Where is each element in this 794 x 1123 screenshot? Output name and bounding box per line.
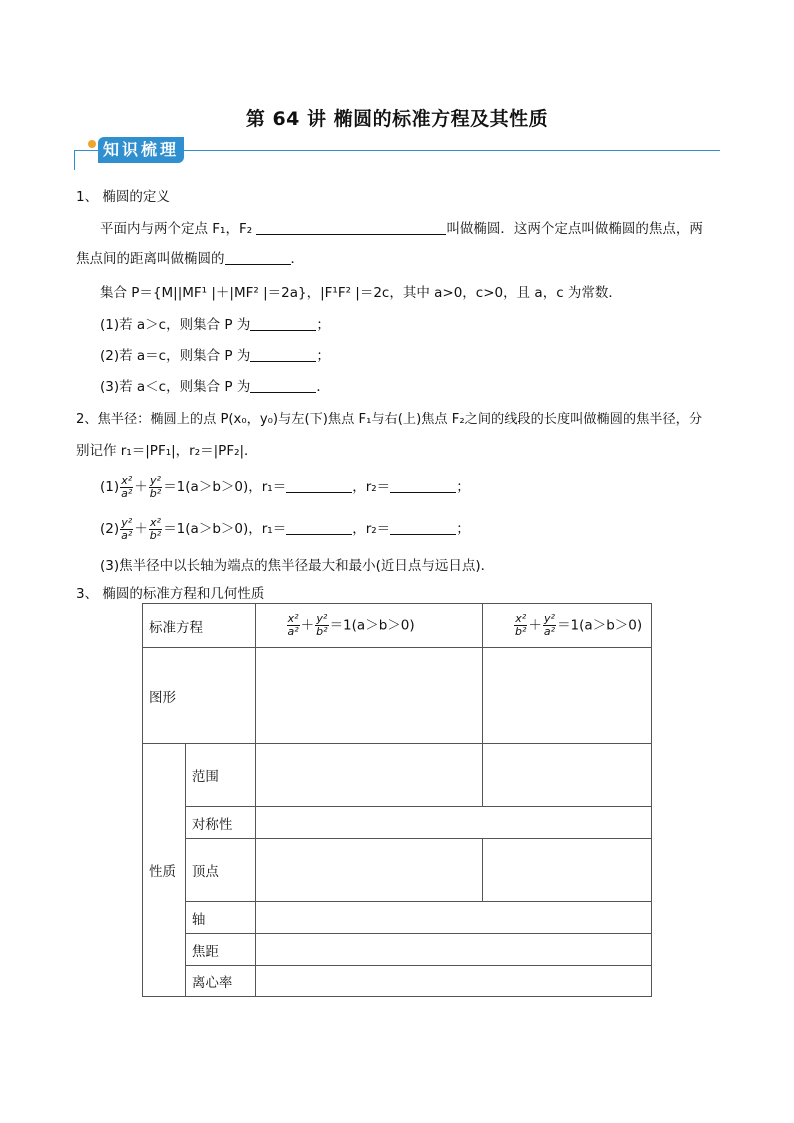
figure-cell-a[interactable]	[255, 648, 483, 744]
figure-label-cell: 图形	[143, 648, 256, 744]
fraction	[149, 475, 162, 500]
numerator: x²	[287, 612, 299, 625]
answer-blank[interactable]	[250, 378, 316, 393]
plus-sign: ＋	[528, 617, 542, 634]
eq-tail: ＝1(a＞b＞0)	[557, 617, 643, 634]
definition-text-b: 叫做椭圆．这两个定点叫做椭圆的焦点，两	[446, 221, 703, 237]
page-title: 第 64 讲 椭圆的标准方程及其性质	[245, 108, 549, 130]
answer-blank[interactable]	[286, 520, 352, 535]
definition-text-a: 平面内与两个定点 F₁，F₂	[100, 221, 257, 237]
vertex-cell-a[interactable]	[255, 839, 483, 902]
figure-cell-b[interactable]	[483, 648, 652, 744]
denominator: a²	[287, 625, 299, 638]
answer-blank[interactable]	[225, 250, 291, 265]
denominator: a²	[121, 486, 133, 500]
fraction	[120, 517, 133, 542]
symmetry-label-cell: 对称性	[185, 807, 255, 839]
table-row	[143, 966, 652, 997]
table-row	[143, 807, 652, 839]
table-row	[143, 839, 652, 902]
axis-cell[interactable]	[255, 902, 652, 934]
answer-blank[interactable]	[390, 520, 456, 535]
eccentricity-cell[interactable]	[255, 966, 652, 997]
fraction	[543, 613, 556, 638]
section-banner: 知识梳理	[98, 137, 184, 163]
numerator: y²	[121, 515, 133, 529]
definition-line2	[76, 250, 304, 268]
plus-sign: ＋	[134, 521, 148, 537]
denominator: b²	[316, 625, 328, 638]
range-cell-a[interactable]	[255, 744, 483, 807]
properties-label-cell: 性质	[143, 744, 186, 997]
eq-tail: ＝1(a＞b＞0)，r₁＝	[163, 479, 287, 495]
case-text: (3)若 a＜c，则集合 P 为	[100, 379, 251, 395]
fraction	[514, 613, 527, 638]
denominator: b²	[149, 486, 162, 500]
numerator: x²	[515, 612, 527, 625]
case-item-3	[100, 378, 330, 396]
case-item-2	[100, 347, 330, 365]
table-row	[143, 648, 652, 744]
vertex-cell-b[interactable]	[483, 839, 652, 902]
header-cell: 标准方程	[143, 604, 256, 648]
numerator: y²	[544, 612, 555, 625]
answer-blank[interactable]	[256, 220, 446, 235]
denominator: a²	[121, 528, 133, 542]
focal-distance-label-cell: 焦距	[185, 934, 255, 966]
answer-blank[interactable]	[286, 478, 352, 493]
banner-tick	[74, 150, 75, 170]
eq-prefix: (2)	[100, 521, 120, 537]
eq-mid: ，r₂＝	[352, 479, 391, 495]
denominator: b²	[149, 528, 162, 542]
definition-text-c: 焦点间的距离叫做椭圆的	[76, 251, 225, 267]
banner-dot-icon	[88, 140, 96, 148]
plus-sign: ＋	[300, 617, 315, 634]
focal-eq-1	[100, 472, 470, 502]
answer-blank[interactable]	[390, 478, 456, 493]
eq-end: ；	[456, 521, 470, 537]
numerator: y²	[150, 473, 161, 487]
focal-distance-cell[interactable]	[255, 934, 652, 966]
focal-radius-notation: 别记作 r₁＝|PF₁|，r₂＝|PF₂|．	[76, 443, 258, 459]
fraction	[120, 475, 133, 500]
denominator: b²	[515, 625, 527, 638]
focal-radius-def: 2、焦半径：椭圆上的点 P(x₀，y₀)与左(下)焦点 F₁与右(上)焦点 F₂之间的线段的长度叫做椭圆的焦半径，分	[76, 412, 703, 427]
fraction	[287, 613, 300, 638]
eq-tail: ＝1(a＞b＞0)，r₁＝	[163, 521, 287, 537]
equation-cell-a	[255, 604, 483, 648]
definition-line1	[100, 220, 703, 238]
eq-end: ；	[456, 479, 470, 495]
case-text: (1)若 a＞c，则集合 P 为	[100, 317, 251, 333]
numerator: x²	[150, 515, 161, 529]
eq-tail: ＝1(a＞b＞0)	[329, 617, 415, 634]
table-row	[143, 934, 652, 966]
answer-blank[interactable]	[250, 347, 316, 362]
table-row	[143, 902, 652, 934]
equation-cell-b	[483, 604, 652, 648]
section1-heading: 1、 椭圆的定义	[76, 189, 170, 205]
denominator: a²	[543, 625, 556, 638]
range-label-cell: 范围	[185, 744, 255, 807]
ellipse-properties-table	[142, 603, 652, 997]
focal-radius-note: (3)焦半径中以长轴为端点的焦半径最大和最小(近日点与远日点)．	[100, 558, 495, 574]
section3-heading: 3、 椭圆的标准方程和几何性质	[76, 586, 265, 602]
answer-blank[interactable]	[250, 316, 316, 331]
case-item-1	[100, 316, 330, 334]
set-definition: 集合 P＝{M||MF¹ |＋|MF² |＝2a}，|F¹F² |＝2c，其中 a>0，c>0，且 a，c 为常数．	[100, 285, 622, 301]
numerator: x²	[121, 473, 133, 487]
fraction	[315, 613, 328, 638]
numerator: y²	[316, 612, 328, 625]
focal-eq-2	[100, 514, 470, 544]
axis-label-cell: 轴	[185, 902, 255, 934]
table-row	[143, 604, 652, 648]
case-end: ；	[316, 348, 330, 364]
vertex-label-cell: 顶点	[185, 839, 255, 902]
eq-prefix: (1)	[100, 479, 120, 495]
case-text: (2)若 a＝c，则集合 P 为	[100, 348, 251, 364]
eccentricity-label-cell: 离心率	[185, 966, 255, 997]
plus-sign: ＋	[134, 479, 148, 495]
table-row	[143, 744, 652, 807]
fraction	[149, 517, 162, 542]
range-cell-b[interactable]	[483, 744, 652, 807]
case-end: ．	[316, 379, 330, 395]
definition-text-d: ．	[290, 251, 304, 267]
eq-mid: ，r₂＝	[352, 521, 391, 537]
case-end: ；	[316, 317, 330, 333]
symmetry-cell[interactable]	[255, 807, 652, 839]
